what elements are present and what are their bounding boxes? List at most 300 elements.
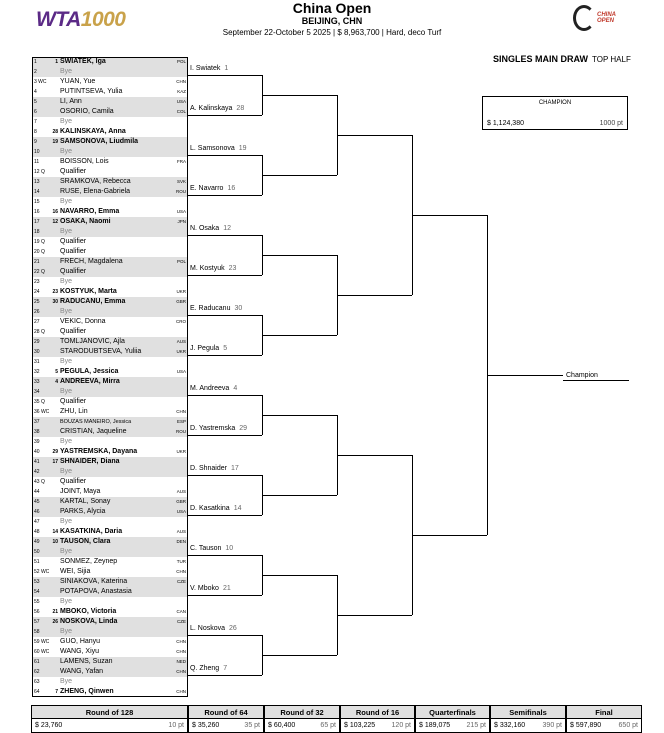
player-name: STARODUBTSEVA, Yuliia (60, 348, 142, 355)
ranking-points: 215 pt (466, 722, 486, 729)
winner-name: I. Swiatek (190, 65, 221, 72)
bracket-line (188, 675, 262, 676)
prize-money: $ 60,400 (268, 722, 296, 729)
player-nationality: JPN (177, 219, 186, 224)
player-nationality: NED (176, 659, 186, 664)
draw-position: 3 WC (34, 79, 47, 85)
winner-name: A. Kalinskaya (190, 105, 233, 112)
round-of-64-winner (190, 105, 244, 112)
winner-seed: 14 (233, 505, 242, 512)
player-name: TAUSON, Clara (60, 538, 111, 545)
player-nationality: CHN (176, 639, 186, 644)
player-nationality: AUS (176, 489, 186, 494)
round-of-64-winner (190, 425, 247, 432)
draw-entry-row (32, 127, 188, 137)
champion-line-label: Champion (566, 372, 598, 379)
winner-seed: 16 (227, 185, 236, 192)
prize-money: $ 23,760 (35, 722, 63, 729)
player-name: SONMEZ, Zeynep (60, 558, 118, 565)
player-name: POTAPOVA, Anastasia (60, 588, 132, 595)
player-nationality: AUS (176, 529, 186, 534)
draw-entry-row (32, 157, 188, 167)
draw-position: 23 (34, 279, 40, 285)
winner-seed: 7 (223, 665, 228, 672)
player-nationality: POL (176, 59, 186, 64)
player-name: WANG, Yafan (60, 668, 104, 675)
player-name: BOISSON, Lois (60, 158, 109, 165)
draw-position: 21 (34, 259, 40, 265)
prize-round-cell (566, 705, 642, 733)
bracket-line (262, 175, 337, 176)
draw-entry-row (32, 67, 188, 77)
draw-entry-row (32, 617, 188, 627)
draw-position: 9 (34, 139, 37, 145)
draw-position: 31 (34, 359, 40, 365)
player-nationality: SVK (176, 179, 186, 184)
player-name: Qualifier (60, 268, 87, 275)
logo-wta-text: WTA (36, 8, 81, 31)
player-name: MBOKO, Victoria (60, 608, 117, 615)
player-name: Bye (60, 308, 73, 315)
draw-position: 47 (34, 519, 40, 525)
bracket-line (188, 275, 262, 276)
winner-seed: 19 (238, 145, 247, 152)
bracket-line (262, 495, 337, 496)
draw-position: 17 (34, 219, 40, 225)
draw-entry-row (32, 277, 188, 287)
player-name: Qualifier (60, 238, 87, 245)
champion-line (563, 380, 629, 381)
prize-round-name: Round of 16 (341, 706, 414, 719)
player-name: KOSTYUK, Marta (60, 288, 117, 295)
round-of-64-winner (190, 625, 237, 632)
prize-round-name: Round of 64 (189, 706, 263, 719)
player-name: WANG, Xiyu (60, 648, 100, 655)
draw-position: 40 (34, 449, 40, 455)
draw-position: 32 (34, 369, 40, 375)
winner-name: D. Kasatkina (190, 505, 230, 512)
winner-name: C. Tauson (190, 545, 222, 552)
draw-position: 61 (34, 659, 40, 665)
draw-position: 26 (34, 309, 40, 315)
player-nationality: TUR (176, 559, 186, 564)
bracket-line (262, 655, 337, 656)
player-name: ZHENG, Qinwen (60, 688, 114, 695)
player-name: OSAKA, Naomi (60, 218, 111, 225)
bracket-line (188, 555, 262, 556)
player-name: Bye (60, 388, 73, 395)
player-nationality: CRO (176, 319, 186, 324)
winner-seed: 21 (222, 585, 231, 592)
seed-number: 21 (52, 609, 58, 615)
player-name: CRISTIAN, Jaqueline (60, 428, 127, 435)
seed-number: 10 (52, 539, 58, 545)
draw-position: 22 Q (34, 269, 45, 275)
draw-entry-row (32, 177, 188, 187)
bracket-line (412, 535, 487, 536)
winner-seed: 17 (230, 465, 239, 472)
draw-entry-row (32, 657, 188, 667)
player-name: KARTAL, Sonay (60, 498, 111, 505)
prize-round-name: Semifinals (491, 706, 565, 719)
round-of-64-winner (190, 305, 242, 312)
ranking-points: 65 pt (320, 722, 336, 729)
player-name: PARKS, Alycia (60, 508, 106, 515)
player-name: SHNAIDER, Diana (60, 458, 120, 465)
player-name: Bye (60, 358, 73, 365)
player-nationality: POL (176, 259, 186, 264)
draw-entry-row (32, 447, 188, 457)
bracket-line (337, 295, 412, 296)
draw-entry-row (32, 317, 188, 327)
player-name: Bye (60, 198, 73, 205)
player-name: SWIATEK, Iga (60, 58, 106, 65)
player-nationality: GBR (176, 499, 186, 504)
player-name: Bye (60, 438, 73, 445)
draw-position: 53 (34, 579, 40, 585)
tournament-title: China Open (292, 0, 372, 16)
winner-name: J. Pegula (190, 345, 220, 352)
draw-entry-row (32, 567, 188, 577)
bracket-line (262, 335, 337, 336)
draw-entry-row (32, 107, 188, 117)
player-name: Qualifier (60, 478, 87, 485)
player-nationality: CHN (176, 689, 186, 694)
player-nationality: ROU (176, 189, 186, 194)
draw-position: 63 (34, 679, 40, 685)
bracket-line (337, 455, 412, 456)
draw-entry-row (32, 457, 188, 467)
player-name: Bye (60, 118, 73, 125)
bracket-line (188, 595, 262, 596)
player-nationality: GBR (176, 299, 186, 304)
draw-entry-row (32, 357, 188, 367)
draw-position: 37 (34, 419, 40, 425)
draw-position: 48 (34, 529, 40, 535)
ranking-points: 10 pt (168, 722, 184, 729)
draw-title-half: TOP HALF (592, 55, 631, 64)
player-nationality: UKR (176, 349, 186, 354)
round-of-64-winner (190, 265, 236, 272)
winner-name: Q. Zheng (190, 665, 220, 672)
player-name: TOMLJANOVIC, Ajla (60, 338, 125, 345)
draw-position: 54 (34, 589, 40, 595)
bracket-line (188, 75, 262, 76)
player-name: Bye (60, 628, 73, 635)
winner-name: D. Yastremska (190, 425, 236, 432)
ranking-points: 390 pt (542, 722, 562, 729)
draw-position: 30 (34, 349, 40, 355)
round-of-64-winner (190, 465, 239, 472)
prize-round-cell (490, 705, 566, 733)
player-nationality: CHN (176, 79, 186, 84)
draw-entry-row (32, 627, 188, 637)
round-of-64-winner (190, 185, 235, 192)
draw-entry-row (32, 327, 188, 337)
seed-number: 14 (52, 529, 58, 535)
draw-position: 60 WC (34, 649, 50, 655)
player-nationality: FRA (177, 159, 186, 164)
round-of-64-winner (190, 665, 227, 672)
draw-position: 34 (34, 389, 40, 395)
draw-entry-row (32, 407, 188, 417)
draw-entry-row (32, 487, 188, 497)
draw-position: 52 WC (34, 569, 50, 575)
seed-number: 17 (52, 459, 58, 465)
player-name: ZHU, Lin (60, 408, 88, 415)
player-name: KALINSKAYA, Anna (60, 128, 126, 135)
player-name: Bye (60, 518, 73, 525)
draw-position: 14 (34, 189, 40, 195)
draw-position: 56 (34, 609, 40, 615)
round-of-64-winner (190, 505, 241, 512)
champion-box-label: CHAMPION (538, 100, 572, 106)
draw-position: 19 Q (34, 239, 45, 245)
draw-position: 25 (34, 299, 40, 305)
draw-position: 41 (34, 459, 40, 465)
player-name: Bye (60, 148, 73, 155)
champion-box (482, 96, 628, 130)
winner-name: M. Andreeva (190, 385, 230, 392)
player-nationality: CZE (177, 579, 186, 584)
player-name: Bye (60, 548, 73, 555)
player-name: YASTREMSKA, Dayana (60, 448, 138, 455)
draw-entry-row (32, 527, 188, 537)
draw-position: 57 (34, 619, 40, 625)
draw-position: 51 (34, 559, 40, 565)
draw-entry-row (32, 367, 188, 377)
prize-round-name: Round of 32 (265, 706, 339, 719)
draw-entry-row (32, 477, 188, 487)
player-name: Bye (60, 228, 73, 235)
round-of-64-winner (190, 545, 233, 552)
bracket-line (337, 135, 412, 136)
seed-number: 29 (52, 449, 58, 455)
bracket-line (188, 395, 262, 396)
draw-position: 15 (34, 199, 40, 205)
draw-entry-row (32, 577, 188, 587)
draw-entry-row (32, 647, 188, 657)
player-nationality: KAZ (177, 89, 186, 94)
player-name: YUAN, Yue (60, 78, 96, 85)
player-nationality: CZE (177, 619, 186, 624)
draw-entry-row (32, 167, 188, 177)
bracket-line (188, 235, 262, 236)
draw-position: 18 (34, 229, 40, 235)
player-name: PEGULA, Jessica (60, 368, 119, 375)
seed-number: 16 (52, 209, 58, 215)
draw-entry-row (32, 677, 188, 687)
draw-position: 42 (34, 469, 40, 475)
draw-entry-row (32, 307, 188, 317)
draw-entry-row (32, 387, 188, 397)
seed-number: 5 (55, 369, 58, 375)
draw-entry-row (32, 507, 188, 517)
round-of-64-winner (190, 345, 227, 352)
prize-round-cell (415, 705, 490, 733)
draw-position: 39 (34, 439, 40, 445)
player-name: Qualifier (60, 398, 87, 405)
player-nationality: UKR (176, 289, 186, 294)
player-name: LAMENS, Suzan (60, 658, 113, 665)
player-nationality: CAN (176, 609, 186, 614)
winner-name: L. Noskova (190, 625, 226, 632)
seed-number: 1 (55, 59, 58, 65)
draw-position: 44 (34, 489, 40, 495)
round-of-64-winner (190, 585, 231, 592)
draw-position: 35 Q (34, 399, 45, 405)
champion-points: 1000 pt (599, 120, 623, 127)
player-nationality: DEN (176, 539, 186, 544)
draw-position: 20 Q (34, 249, 45, 255)
winner-name: N. Osaka (190, 225, 220, 232)
player-name: SAMSONOVA, Liudmila (60, 138, 139, 145)
seed-number: 23 (52, 289, 58, 295)
draw-entry-row (32, 377, 188, 387)
round-of-64-winner (190, 65, 228, 72)
ranking-points: 35 pt (244, 722, 260, 729)
logo-1000-text: 1000 (80, 8, 126, 31)
player-name: LI, Ann (60, 98, 82, 105)
ranking-points: 650 pt (618, 722, 638, 729)
bracket-line (188, 115, 262, 116)
player-nationality: ROU (176, 429, 186, 434)
draw-position: 13 (34, 179, 40, 185)
bracket-line (188, 635, 262, 636)
draw-position: 62 (34, 669, 40, 675)
player-nationality: AUS (176, 339, 186, 344)
winner-seed: 5 (223, 345, 228, 352)
bracket-line (188, 475, 262, 476)
player-nationality: CHN (176, 569, 186, 574)
player-name: SRAMKOVA, Rebecca (60, 178, 131, 185)
draw-position: 11 (34, 159, 40, 165)
player-name: RADUCANU, Emma (60, 298, 126, 305)
prize-round-cell (340, 705, 415, 733)
draw-entry-row (32, 87, 188, 97)
draw-position: 6 (34, 109, 37, 115)
draw-entry-row (32, 347, 188, 357)
draw-position: 2 (34, 69, 37, 75)
round-of-64-winner (190, 385, 237, 392)
prize-round-name: Quarterfinals (416, 706, 489, 719)
player-name: BOUZAS MANEIRO, Jessica (60, 419, 132, 425)
draw-position: 16 (34, 209, 40, 215)
seed-number: 30 (52, 299, 58, 305)
draw-position: 64 (34, 689, 40, 695)
prize-round-cell (31, 705, 188, 733)
draw-entry-row (32, 267, 188, 277)
player-nationality: USA (176, 509, 186, 514)
winner-name: E. Navarro (190, 185, 224, 192)
draw-entry-row (32, 217, 188, 227)
draw-entry-row (32, 197, 188, 207)
draw-entry-row (32, 57, 188, 67)
player-nationality: USA (176, 99, 186, 104)
winner-seed: 28 (236, 105, 245, 112)
tournament-location: BEIJING, CHN (301, 16, 363, 26)
draw-entry-row (32, 557, 188, 567)
player-name: JOINT, Maya (60, 488, 101, 495)
draw-title (493, 54, 631, 64)
seed-number: 7 (55, 689, 58, 695)
draw-entry-row (32, 77, 188, 87)
player-name: Qualifier (60, 248, 87, 255)
winner-seed: 1 (224, 65, 229, 72)
draw-entry-row (32, 227, 188, 237)
draw-entry-row (32, 247, 188, 257)
draw-entry-row (32, 667, 188, 677)
draw-position: 59 WC (34, 639, 50, 645)
player-name: FRECH, Magdalena (60, 258, 123, 265)
player-name: Qualifier (60, 168, 87, 175)
draw-entry-row (32, 397, 188, 407)
draw-entry-row (32, 517, 188, 527)
round-of-64-winner (190, 225, 231, 232)
seed-number: 19 (52, 139, 58, 145)
draw-entry-row (32, 117, 188, 127)
player-name: PUTINTSEVA, Yulia (60, 88, 123, 95)
winner-name: D. Shnaider (190, 465, 227, 472)
draw-entry-row (32, 427, 188, 437)
draw-position: 1 (34, 59, 37, 65)
winner-name: L. Samsonova (190, 145, 235, 152)
prize-money: $ 332,160 (494, 722, 526, 729)
draw-position: 7 (34, 119, 37, 125)
player-name: ANDREEVA, Mirra (60, 378, 120, 385)
draw-position: 29 (34, 339, 40, 345)
champion-prize: $ 1,124,380 (487, 120, 524, 127)
draw-entry-row (32, 187, 188, 197)
winner-seed: 29 (239, 425, 248, 432)
tournament-details: September 22-October 5 2025 | $ 8,963,700 | Hard, deco Turf (222, 28, 442, 37)
draw-position: 8 (34, 129, 37, 135)
player-name: WEI, Sijia (60, 568, 91, 575)
bracket-line (262, 95, 337, 96)
player-name: VEKIC, Donna (60, 318, 106, 325)
prize-money: $ 597,890 (570, 722, 602, 729)
bracket-line (188, 315, 262, 316)
draw-entry-row (32, 337, 188, 347)
draw-entry-row (32, 687, 188, 697)
player-nationality: USA (176, 209, 186, 214)
winner-seed: 12 (223, 225, 231, 232)
bracket-line (262, 575, 337, 576)
draw-entry-row (32, 257, 188, 267)
draw-entry-row (32, 97, 188, 107)
player-name: GUO, Hanyu (60, 638, 101, 645)
draw-entry-row (32, 417, 188, 427)
bracket-line (262, 255, 337, 256)
winner-seed: 26 (229, 625, 237, 632)
draw-entry-row (32, 547, 188, 557)
seed-number: 4 (55, 379, 58, 385)
player-nationality: UKR (176, 449, 186, 454)
winner-seed: 30 (234, 305, 243, 312)
player-nationality: COL (176, 109, 186, 114)
draw-position: 45 (34, 499, 40, 505)
draw-position: 55 (34, 599, 40, 605)
draw-entry-row (32, 287, 188, 297)
prize-money: $ 189,075 (419, 722, 451, 729)
draw-title-main: SINGLES MAIN DRAW (493, 54, 589, 64)
draw-position: 36 WC (34, 409, 50, 415)
player-name: Bye (60, 278, 73, 285)
prize-round-name: Round of 128 (32, 706, 187, 719)
bracket-line (188, 155, 262, 156)
seed-number: 28 (52, 129, 58, 135)
player-name: NOSKOVA, Linda (60, 618, 118, 625)
